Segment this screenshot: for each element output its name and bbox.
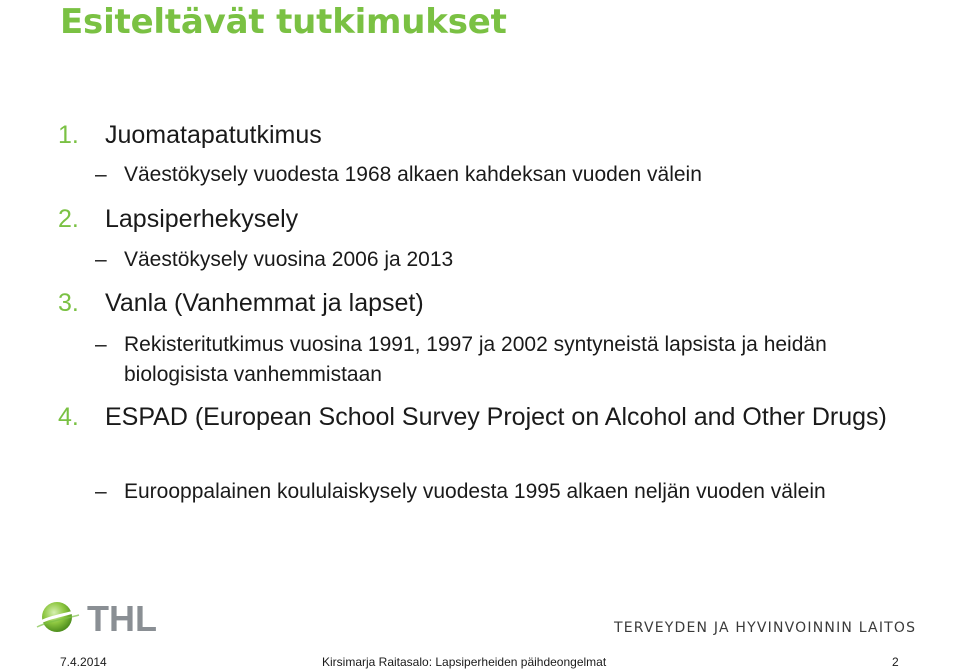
list-item-number: 1. (58, 121, 79, 149)
list-item-2 (58, 202, 918, 236)
list-item-3 (58, 286, 918, 320)
sub-item-4 (95, 477, 875, 507)
list-item-text: Lapsiperhekysely (105, 205, 299, 233)
dash-bullet: – (95, 480, 107, 503)
list-item-text: ESPAD (European School Survey Project on Alcohol and Other Drugs) (105, 403, 887, 431)
sub-item-text: Rekisteritutkimus vuosina 1991, 1997 ja 2002 syntyneistä lapsista ja heidän biologisista vanhemmistaan (124, 333, 827, 386)
list-item-number: 3. (58, 289, 79, 317)
list-item-1 (58, 118, 918, 152)
thl-logo (35, 597, 175, 637)
list-item-text: Vanla (Vanhemmat ja lapset) (105, 289, 424, 317)
thl-logo-icon (35, 597, 175, 637)
sub-item-3 (95, 330, 875, 390)
sub-item-text: Väestökysely vuosina 2006 ja 2013 (124, 248, 454, 271)
slide-title: Esiteltävät tutkimukset (60, 2, 507, 42)
organization-name: TERVEYDEN JA HYVINVOINNIN LAITOS (614, 620, 917, 636)
footer-author-title: Kirsimarja Raitasalo: Lapsiperheiden päihdeongelmat (322, 655, 607, 669)
sub-item-text: Eurooppalainen koululaiskysely vuodesta 1995 alkaen neljän vuoden välein (124, 480, 826, 503)
list-item-number: 2. (58, 205, 79, 233)
list-item-4 (58, 400, 918, 434)
dash-bullet: – (95, 248, 107, 271)
dash-bullet: – (95, 163, 107, 186)
list-item-number: 4. (58, 403, 79, 431)
logo-text: THL (87, 598, 157, 637)
sub-item-text: Väestökysely vuodesta 1968 alkaen kahdeksan vuoden välein (124, 163, 702, 186)
list-item-text: Juomatapatutkimus (105, 121, 322, 149)
footer-date: 7.4.2014 (60, 655, 107, 669)
dash-bullet: – (95, 333, 107, 356)
sub-item-2 (95, 245, 875, 275)
footer-page-number: 2 (892, 655, 899, 669)
sub-item-1 (95, 160, 875, 190)
